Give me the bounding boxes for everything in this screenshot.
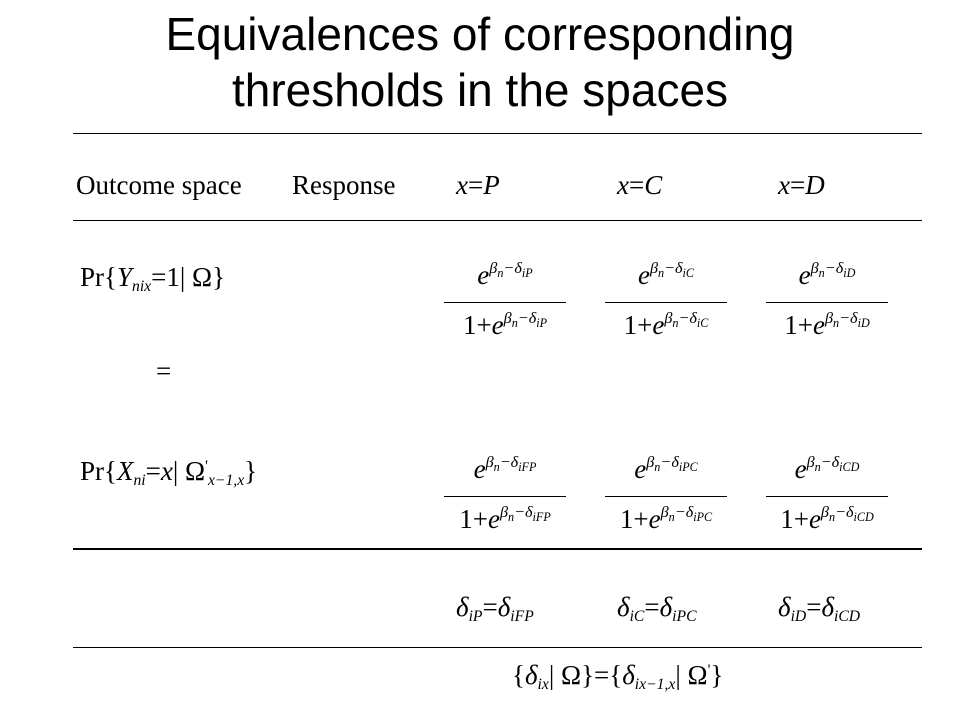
slide-title	[0, 6, 960, 118]
equivalence-p: $\delta_{iP}=\delta_{iFP}$	[456, 592, 534, 626]
row1-fraction-c: $e^{\beta_n-\delta_{iC}}$ $1+e^{\beta_n-\delta_{iC}}$	[601, 258, 731, 348]
bottom-rule	[73, 647, 922, 648]
top-rule	[73, 133, 922, 134]
header-response: Response	[292, 170, 396, 200]
header-col-c: x=C	[617, 170, 663, 200]
row1-fraction-d: $e^{\beta_n-\delta_{iD}}$ $1+e^{\beta_n-\delta_{iD}}$	[762, 258, 892, 348]
header-col-p: x=P	[456, 170, 500, 200]
title-line-2: thresholds in the spaces	[231, 64, 729, 116]
set-equation: {$\delta_{ix}|$ $\Omega\}=\{\delta_{ix-1,x}|$ Ω'}	[512, 660, 724, 694]
equals-sign: =	[156, 356, 172, 386]
title-line-1: Equivalences of corresponding	[165, 8, 795, 60]
row1-fraction-p: $e^{\beta_n-\delta_{iP}}$ $1+e^{\beta_n-\delta_{iP}}$	[440, 258, 570, 348]
header-col-d: x=D	[778, 170, 825, 200]
equivalence-c: $\delta_{iC}=\delta_{iPC}$	[617, 592, 697, 626]
body-rule	[73, 548, 922, 550]
header-outcome-space: Outcome space	[76, 170, 242, 200]
row2-fraction-c: $e^{\beta_n-\delta_{iPC}}$ $1+e^{\beta_n-\delta_{iPC}}$	[601, 452, 731, 542]
row2-fraction-p: $e^{\beta_n-\delta_{iFP}}$ $1+e^{\beta_n-\delta_{iFP}}$	[440, 452, 570, 542]
row2-probability-label: $Pr\{X_{ni}=x|$ $\Omega'_{x-1,x}$}	[80, 456, 258, 490]
equivalence-d: $\delta_{iD}=\delta_{iCD}$	[778, 592, 861, 626]
row1-probability-label: $Pr\{Y_{nix}=1|$ Ω}	[80, 262, 226, 296]
row2-fraction-d: $e^{\beta_n-\delta_{iCD}}$ $1+e^{\beta_n-\delta_{iCD}}$	[762, 452, 892, 542]
header-rule	[73, 220, 922, 221]
